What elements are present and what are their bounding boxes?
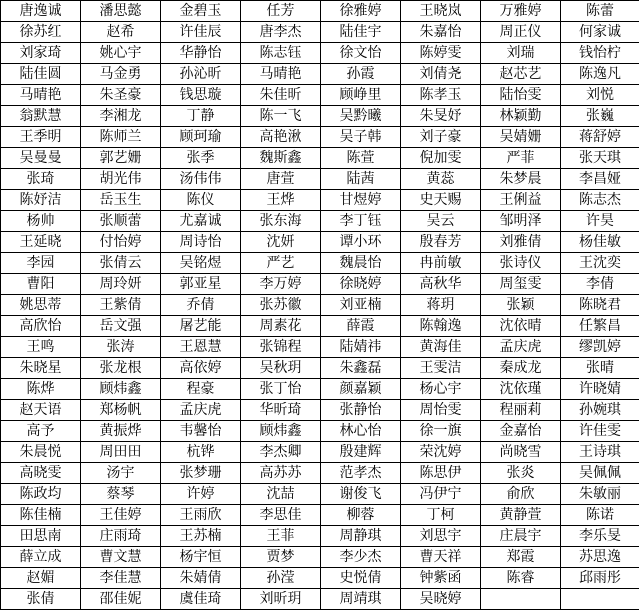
name-cell: 许婷 [161, 484, 241, 505]
name-cell: 高秋华 [401, 274, 481, 295]
name-cell: 汤宇 [81, 463, 161, 484]
name-cell: 王紫倩 [81, 295, 161, 316]
name-cell [561, 589, 639, 610]
name-cell: 吴铭煜 [161, 253, 241, 274]
name-cell: 蒋玥 [401, 295, 481, 316]
name-cell: 陈师兰 [81, 127, 161, 148]
name-cell: 乔倩 [161, 295, 241, 316]
table-row [1, 505, 639, 526]
name-cell: 高苏苏 [241, 463, 321, 484]
name-cell: 殷建辉 [321, 442, 401, 463]
name-cell: 张诗仪 [481, 253, 561, 274]
name-cell: 任繁昌 [561, 316, 639, 337]
name-cell: 徐文怡 [321, 43, 401, 64]
name-cell: 万雅婷 [481, 1, 561, 22]
name-cell: 柳蓉 [321, 505, 401, 526]
name-cell: 王晓岚 [401, 1, 481, 22]
name-cell: 顾炜鑫 [241, 421, 321, 442]
name-cell: 颜嘉颖 [321, 379, 401, 400]
name-cell: 薛立成 [1, 547, 81, 568]
name-cell: 姚思蒂 [1, 295, 81, 316]
name-cell: 张苏徽 [241, 295, 321, 316]
name-cell: 周静琪 [321, 526, 401, 547]
name-cell: 冉前敏 [401, 253, 481, 274]
name-cell: 郭艺姗 [81, 148, 161, 169]
name-cell: 张倩 [1, 589, 81, 610]
name-cell: 屠艺能 [161, 316, 241, 337]
name-cell: 高予 [1, 421, 81, 442]
name-cell: 张丁怡 [241, 379, 321, 400]
name-cell: 杨佳敏 [561, 232, 639, 253]
name-cell: 岳玉生 [81, 190, 161, 211]
name-cell: 黄蕊 [401, 169, 481, 190]
name-cell: 唐李杰 [241, 22, 321, 43]
table-row [1, 421, 639, 442]
name-cell: 陈蕾 [561, 1, 639, 22]
name-cell: 韦馨怡 [161, 421, 241, 442]
name-cell: 张梦珊 [161, 463, 241, 484]
name-cell: 金嘉怡 [481, 421, 561, 442]
name-cell: 丁柯 [401, 505, 481, 526]
name-cell: 沈妍 [241, 232, 321, 253]
table-row [1, 64, 639, 85]
name-cell: 金碧玉 [161, 1, 241, 22]
name-cell: 邵佳妮 [81, 589, 161, 610]
name-cell: 张涛 [81, 337, 161, 358]
name-cell: 李昌娅 [561, 169, 639, 190]
name-cell: 吴曼曼 [1, 148, 81, 169]
name-cell: 许昊 [561, 211, 639, 232]
name-cell: 王俐益 [481, 190, 561, 211]
name-cell: 苏思逸 [561, 547, 639, 568]
name-cell: 殷春芳 [401, 232, 481, 253]
name-cell: 李思佳 [241, 505, 321, 526]
name-cell: 陈烨 [1, 379, 81, 400]
name-cell: 岳文强 [81, 316, 161, 337]
table-row [1, 274, 639, 295]
name-cell: 黄海佳 [401, 337, 481, 358]
name-cell: 马金勇 [81, 64, 161, 85]
name-cell: 陈睿 [481, 568, 561, 589]
name-cell: 徐雅婷 [321, 1, 401, 22]
name-cell: 王菲 [241, 526, 321, 547]
name-cell: 王佳婷 [81, 505, 161, 526]
name-cell: 曹阳 [1, 274, 81, 295]
name-cell: 郑霞 [481, 547, 561, 568]
name-cell: 朱婧倩 [161, 568, 241, 589]
name-cell: 陈思伊 [401, 463, 481, 484]
name-cell: 徐一旗 [401, 421, 481, 442]
name-cell: 李园 [1, 253, 81, 274]
name-cell: 俞欣 [481, 484, 561, 505]
name-cell: 王雨欣 [161, 505, 241, 526]
name-cell: 林心怡 [321, 421, 401, 442]
name-cell: 周诗怡 [161, 232, 241, 253]
name-cell: 孙沁昕 [161, 64, 241, 85]
name-cell: 陈萱 [321, 148, 401, 169]
name-cell: 蔡琴 [81, 484, 161, 505]
name-cell: 陈晓君 [561, 295, 639, 316]
name-cell: 张季 [161, 148, 241, 169]
table-row [1, 106, 639, 127]
name-cell: 邱雨彤 [561, 568, 639, 589]
name-cell: 吴秋玥 [241, 358, 321, 379]
name-cell: 任芳 [241, 1, 321, 22]
name-cell: 高晓雯 [1, 463, 81, 484]
name-cell: 吴佩佩 [561, 463, 639, 484]
name-cell: 谭小环 [321, 232, 401, 253]
name-cell: 赵媚 [1, 568, 81, 589]
name-cell: 张静怡 [321, 400, 401, 421]
name-cell: 范孝杰 [321, 463, 401, 484]
name-cell: 郑杨帆 [81, 400, 161, 421]
name-cell: 陈政均 [1, 484, 81, 505]
table-row [1, 253, 639, 274]
name-cell: 刘倩尧 [401, 64, 481, 85]
name-cell: 朱旻妤 [401, 106, 481, 127]
name-cell: 陈仪 [161, 190, 241, 211]
name-cell: 王恩慧 [161, 337, 241, 358]
name-cell: 贾梦 [241, 547, 321, 568]
table-row [1, 568, 639, 589]
table-row [1, 169, 639, 190]
name-cell: 林颖勤 [481, 106, 561, 127]
name-cell: 陈妤洁 [1, 190, 81, 211]
table-row [1, 547, 639, 568]
name-roster-body [1, 1, 639, 610]
name-cell: 汤伟伟 [161, 169, 241, 190]
name-cell: 严艺 [241, 253, 321, 274]
name-cell: 张颖 [481, 295, 561, 316]
name-cell: 秦成龙 [481, 358, 561, 379]
name-cell: 孙霞 [321, 64, 401, 85]
name-cell: 冯伊宁 [401, 484, 481, 505]
name-cell: 陆佳圆 [1, 64, 81, 85]
name-cell: 周靖琪 [321, 589, 401, 610]
name-cell: 唐萱 [241, 169, 321, 190]
name-cell: 华昕琦 [241, 400, 321, 421]
name-cell: 尤嘉诚 [161, 211, 241, 232]
name-cell: 程丽莉 [481, 400, 561, 421]
name-cell: 朱圣豪 [81, 85, 161, 106]
name-cell: 周素花 [241, 316, 321, 337]
name-cell: 潘思懿 [81, 1, 161, 22]
name-cell: 张炎 [481, 463, 561, 484]
table-row [1, 358, 639, 379]
table-row [1, 22, 639, 43]
name-cell: 魏晨怡 [321, 253, 401, 274]
name-cell: 钟紫函 [401, 568, 481, 589]
table-row [1, 43, 639, 64]
name-cell: 许佳辰 [161, 22, 241, 43]
name-cell: 邹明泽 [481, 211, 561, 232]
name-cell: 钱思璇 [161, 85, 241, 106]
name-cell: 朱晓星 [1, 358, 81, 379]
name-cell: 许晓婧 [561, 379, 639, 400]
name-cell: 顾炜鑫 [81, 379, 161, 400]
name-cell: 王季明 [1, 127, 81, 148]
table-row [1, 484, 639, 505]
name-cell: 张倩云 [81, 253, 161, 274]
name-cell: 孟庆虎 [161, 400, 241, 421]
name-cell: 李万婷 [241, 274, 321, 295]
name-cell: 张顺蕾 [81, 211, 161, 232]
table-row [1, 190, 639, 211]
name-cell: 陈志杰 [561, 190, 639, 211]
name-cell: 李少杰 [321, 547, 401, 568]
name-cell: 黄静萱 [481, 505, 561, 526]
name-cell: 陈一飞 [241, 106, 321, 127]
name-cell: 刘瑞 [481, 43, 561, 64]
name-cell: 王诗琪 [561, 442, 639, 463]
name-cell: 周玲妍 [81, 274, 161, 295]
name-cell: 翁默慧 [1, 106, 81, 127]
name-cell: 陆怡雯 [481, 85, 561, 106]
name-cell: 曹文慧 [81, 547, 161, 568]
name-cell: 陈志钰 [241, 43, 321, 64]
name-cell: 吴黔曦 [321, 106, 401, 127]
name-cell: 陈逸凡 [561, 64, 639, 85]
name-cell: 史天赐 [401, 190, 481, 211]
table-row [1, 589, 639, 610]
name-cell [481, 589, 561, 610]
name-cell: 曹天祥 [401, 547, 481, 568]
name-cell: 吴云 [401, 211, 481, 232]
name-cell: 刘家琦 [1, 43, 81, 64]
name-cell: 吴子韩 [321, 127, 401, 148]
name-cell: 朱敏丽 [561, 484, 639, 505]
name-cell: 丁静 [161, 106, 241, 127]
name-cell: 周正仪 [481, 22, 561, 43]
name-cell: 李湘龙 [81, 106, 161, 127]
name-cell: 赵希 [81, 22, 161, 43]
name-cell: 杨心宇 [401, 379, 481, 400]
name-cell: 张锦程 [241, 337, 321, 358]
name-cell: 张晴 [561, 358, 639, 379]
name-cell: 王雯洁 [401, 358, 481, 379]
name-cell: 周玺雯 [481, 274, 561, 295]
table-row [1, 1, 639, 22]
name-cell: 高艳湫 [241, 127, 321, 148]
name-cell: 朱鑫磊 [321, 358, 401, 379]
name-cell: 刘子豪 [401, 127, 481, 148]
name-cell: 李倩 [561, 274, 639, 295]
name-cell: 张东海 [241, 211, 321, 232]
name-cell: 赵芯艺 [481, 64, 561, 85]
name-cell: 庄晨宇 [481, 526, 561, 547]
name-cell: 张天琪 [561, 148, 639, 169]
name-cell: 王苏楠 [161, 526, 241, 547]
name-cell: 孙婉琪 [561, 400, 639, 421]
name-cell: 吴婧姗 [481, 127, 561, 148]
name-cell: 张琦 [1, 169, 81, 190]
name-cell: 姚心宇 [81, 43, 161, 64]
table-row [1, 127, 639, 148]
name-cell: 荣沈婷 [401, 442, 481, 463]
name-cell: 顾珂瑜 [161, 127, 241, 148]
name-cell: 陆婧祎 [321, 337, 401, 358]
name-cell: 谢俊飞 [321, 484, 401, 505]
name-cell: 沈依晴 [481, 316, 561, 337]
name-cell: 沈喆 [241, 484, 321, 505]
name-cell: 史悦倩 [321, 568, 401, 589]
name-cell: 虞佳琦 [161, 589, 241, 610]
name-cell: 钱怡柠 [561, 43, 639, 64]
name-cell: 何家诚 [561, 22, 639, 43]
name-cell: 陈翰逸 [401, 316, 481, 337]
name-cell: 吴晓婷 [401, 589, 481, 610]
name-cell: 杨宇恒 [161, 547, 241, 568]
name-cell: 缪凯婷 [561, 337, 639, 358]
name-cell: 马晴艳 [1, 85, 81, 106]
name-cell: 徐苏红 [1, 22, 81, 43]
table-row [1, 295, 639, 316]
name-cell: 甘煜婷 [321, 190, 401, 211]
name-cell: 陈诺 [561, 505, 639, 526]
table-row [1, 211, 639, 232]
name-cell: 胡光伟 [81, 169, 161, 190]
name-cell: 李乐旻 [561, 526, 639, 547]
table-row [1, 148, 639, 169]
table-row [1, 316, 639, 337]
name-cell: 沈依瑾 [481, 379, 561, 400]
table-row [1, 400, 639, 421]
name-cell: 华静怡 [161, 43, 241, 64]
name-cell: 严菲 [481, 148, 561, 169]
table-row [1, 442, 639, 463]
name-cell: 李丁钰 [321, 211, 401, 232]
table-row [1, 463, 639, 484]
name-cell: 高欣怡 [1, 316, 81, 337]
name-cell: 顾峥里 [321, 85, 401, 106]
name-cell: 田思南 [1, 526, 81, 547]
name-cell: 周怡雯 [401, 400, 481, 421]
name-cell: 刘悦 [561, 85, 639, 106]
name-cell: 尚晓雪 [481, 442, 561, 463]
name-cell: 周田田 [81, 442, 161, 463]
name-cell: 王沈奕 [561, 253, 639, 274]
name-cell: 李佳慧 [81, 568, 161, 589]
name-cell: 陈婷雯 [401, 43, 481, 64]
name-cell: 朱梦晨 [481, 169, 561, 190]
name-cell: 王鸣 [1, 337, 81, 358]
name-cell: 张巍 [561, 106, 639, 127]
name-cell: 陆佳宇 [321, 22, 401, 43]
table-row [1, 232, 639, 253]
name-cell: 蒋舒婷 [561, 127, 639, 148]
name-cell: 张龙根 [81, 358, 161, 379]
name-cell: 徐晓婷 [321, 274, 401, 295]
name-cell: 黄振烨 [81, 421, 161, 442]
table-row [1, 379, 639, 400]
name-cell: 陈孝玉 [401, 85, 481, 106]
name-cell: 刘思宇 [401, 526, 481, 547]
name-cell: 孙滢 [241, 568, 321, 589]
name-cell: 赵天语 [1, 400, 81, 421]
table-row [1, 337, 639, 358]
name-cell: 刘雅倩 [481, 232, 561, 253]
name-cell: 庄雨琦 [81, 526, 161, 547]
name-cell: 陆茜 [321, 169, 401, 190]
name-cell: 王延晓 [1, 232, 81, 253]
name-cell: 付怡婷 [81, 232, 161, 253]
name-cell: 李杰卿 [241, 442, 321, 463]
name-cell: 倪加雯 [401, 148, 481, 169]
table-row [1, 526, 639, 547]
name-cell: 陈佳楠 [1, 505, 81, 526]
name-cell: 孟庆虎 [481, 337, 561, 358]
name-cell: 马晴艳 [241, 64, 321, 85]
name-cell: 刘昕玥 [241, 589, 321, 610]
name-cell: 程豪 [161, 379, 241, 400]
name-cell: 朱晨悦 [1, 442, 81, 463]
name-cell: 高依婷 [161, 358, 241, 379]
name-cell: 魏斯鑫 [241, 148, 321, 169]
name-cell: 杭铧 [161, 442, 241, 463]
name-cell: 郭亚星 [161, 274, 241, 295]
name-cell: 唐逸诚 [1, 1, 81, 22]
name-cell: 许佳雯 [561, 421, 639, 442]
table-row [1, 85, 639, 106]
name-cell: 朱佳昕 [241, 85, 321, 106]
name-cell: 杨帅 [1, 211, 81, 232]
name-cell: 刘亚楠 [321, 295, 401, 316]
name-cell: 朱嘉怡 [401, 22, 481, 43]
name-cell: 王烨 [241, 190, 321, 211]
name-cell: 薛霞 [321, 316, 401, 337]
